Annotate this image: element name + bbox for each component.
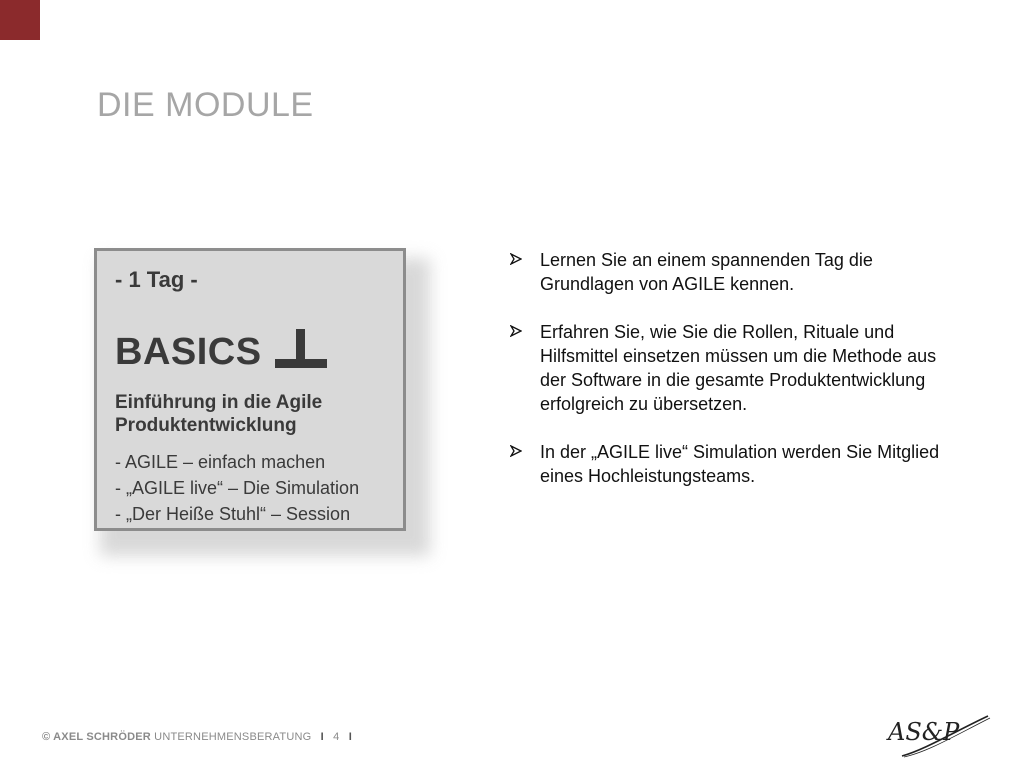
footer-separator: I <box>348 731 353 743</box>
card-item: - „AGILE live“ – Die Simulation <box>115 478 360 498</box>
arrow-bullet-icon <box>510 445 522 457</box>
card-item: - AGILE – einfach machen <box>115 452 326 472</box>
card-items <box>115 449 359 527</box>
card-item: - „Der Heiße Stuhl“ – Session <box>115 504 351 524</box>
bullet-item <box>510 440 950 488</box>
bullet-item <box>510 320 950 416</box>
footer-separator: I <box>320 731 324 743</box>
t-shape-icon <box>275 329 327 369</box>
arrow-bullet-icon <box>510 253 522 265</box>
corner-accent <box>0 0 40 40</box>
company-logo <box>884 712 994 760</box>
footer-copyright: © AXEL SCHRÖDER <box>42 731 151 743</box>
footer <box>42 731 358 743</box>
arrow-bullet-icon <box>510 325 522 337</box>
card-subtitle-line1: Einführung in die Agile <box>115 392 323 413</box>
module-card <box>94 248 406 531</box>
bullet-text: Erfahren Sie, wie Sie die Rollen, Rituale und Hilfsmittel einsetzen müssen um die Methode aus der Software in die gesamte Produktentwicklung erfolgreich zu übersetzen. <box>540 322 937 414</box>
footer-company: UNTERNEHMENSBERATUNG <box>154 731 312 743</box>
card-subtitle-line2: Produktentwicklung <box>115 415 297 436</box>
footer-page-number: 4 <box>333 731 340 743</box>
card-day: - 1 Tag - <box>115 267 198 292</box>
bullet-item <box>510 248 950 296</box>
bullet-text: Lernen Sie an einem spannenden Tag die Grundlagen von AGILE kennen. <box>540 250 873 294</box>
card-subtitle <box>115 391 322 437</box>
bullet-text: In der „AGILE live“ Simulation werden Sie Mitglied eines Hochleistungsteams. <box>540 442 940 486</box>
slide-title: DIE MODULE <box>97 86 314 124</box>
logo-text: AS&P <box>888 718 960 746</box>
bullet-list <box>510 248 950 512</box>
card-heading: BASICS <box>115 331 262 373</box>
